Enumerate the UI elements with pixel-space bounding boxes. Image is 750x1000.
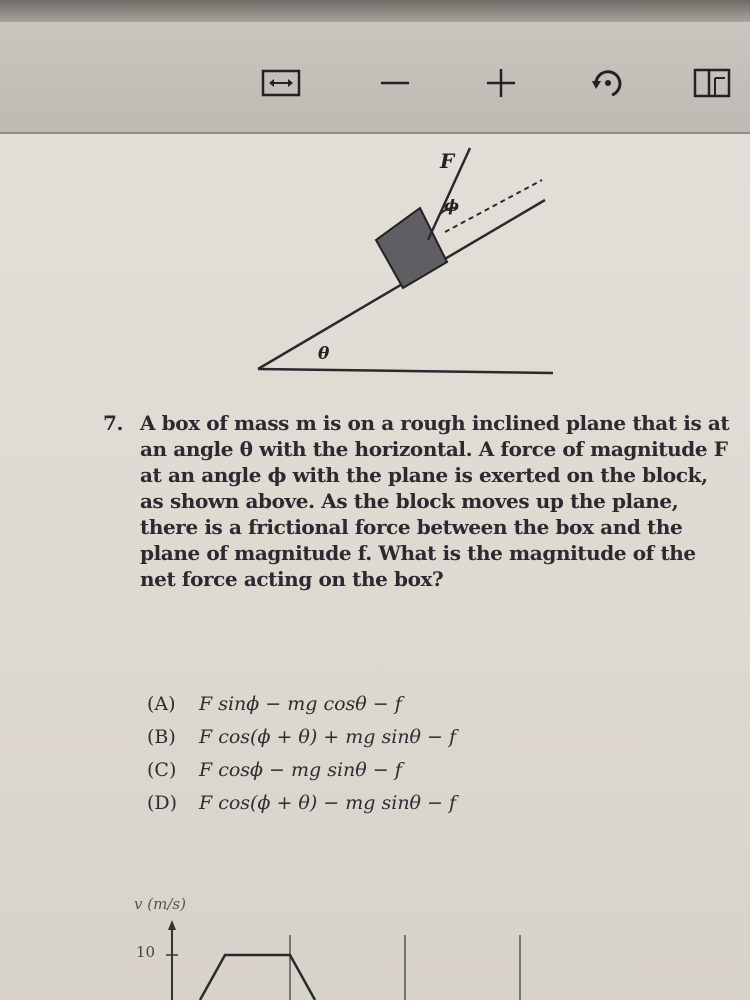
choice-b[interactable] xyxy=(147,721,456,754)
book-view-button[interactable] xyxy=(688,60,734,106)
phi-label: ϕ xyxy=(444,196,460,215)
incline-diagram xyxy=(0,134,750,404)
fit-width-icon xyxy=(261,68,301,98)
book-view-icon xyxy=(691,66,731,100)
choice-c[interactable] xyxy=(147,754,456,787)
choice-label: (D) xyxy=(147,792,178,814)
choice-a[interactable] xyxy=(147,688,456,721)
fit-width-button[interactable] xyxy=(258,60,304,106)
zoom-out-button[interactable] xyxy=(372,60,418,106)
zoom-in-button[interactable] xyxy=(478,60,524,106)
graph-y-axis-arrow xyxy=(168,920,176,930)
question-number: 7. xyxy=(103,411,124,435)
choice-expression: F sinϕ − mg cosθ − f xyxy=(199,693,402,715)
window-top-edge xyxy=(0,0,750,22)
choice-expression: F cos(ϕ + θ) − mg sinθ − f xyxy=(199,792,457,814)
graph-y-tick: 10 xyxy=(136,943,156,961)
graph-curve xyxy=(200,955,315,1000)
rotate-button[interactable] xyxy=(585,60,631,106)
choice-d[interactable] xyxy=(147,787,456,820)
choice-label: (A) xyxy=(147,693,176,715)
rotate-icon xyxy=(588,65,628,101)
velocity-graph xyxy=(0,880,750,1000)
choice-expression: F cosϕ − mg sinθ − f xyxy=(199,759,402,781)
ground-line xyxy=(258,369,553,373)
force-label: F xyxy=(440,149,455,173)
viewer-toolbar xyxy=(0,22,750,134)
zoom-in-icon xyxy=(484,66,518,100)
choice-label: (B) xyxy=(147,726,176,748)
incline-extension-dashed xyxy=(445,180,542,232)
question-text: A box of mass m is on a rough inclined plane that is at an angle θ with the horizontal. A force of magnitude F at an angle ϕ with the plane is exerted on the block, as shown above. As the block moves up the plane, there is a frictional force between the box and the plane of magnitude f. What is the magnitude of the net force acting on the box? xyxy=(140,411,730,591)
theta-label: θ xyxy=(318,344,330,364)
choice-label: (C) xyxy=(147,759,177,781)
choice-expression: F cos(ϕ + θ) + mg sinθ − f xyxy=(199,726,457,748)
answer-choices xyxy=(147,688,456,820)
zoom-out-icon xyxy=(378,66,412,100)
graph-y-axis-label: v (m/s) xyxy=(134,895,186,913)
